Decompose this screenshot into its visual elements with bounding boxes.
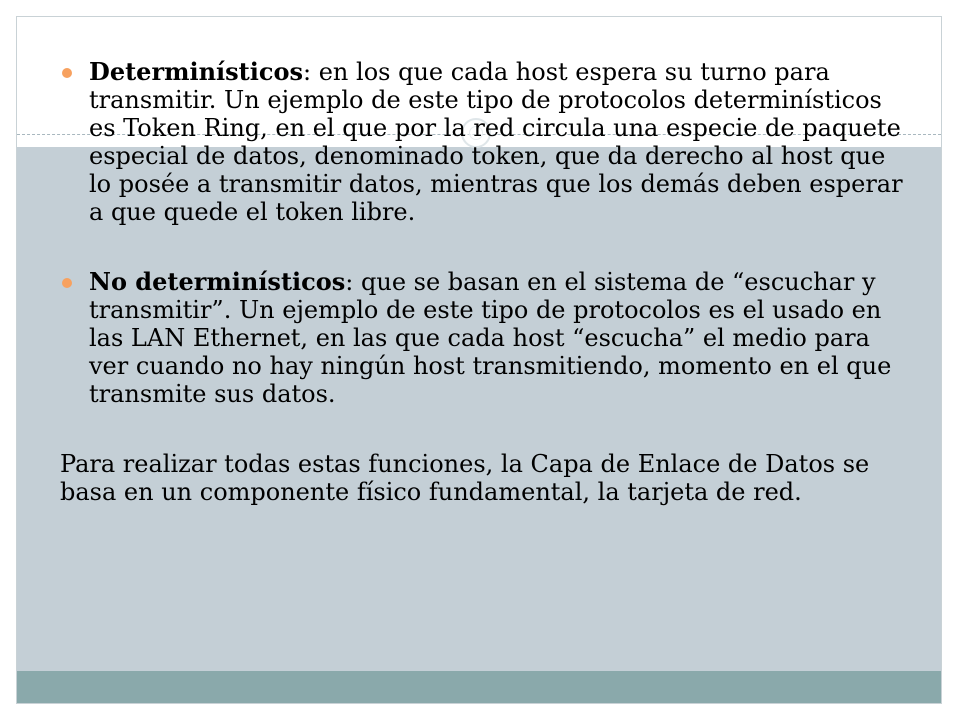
bullet-deterministic [60, 58, 915, 226]
closing-paragraph: Para realizar todas estas funciones, la Capa de Enlace de Datos se basa en un componente físico fundamental, la tarjeta de red. [60, 450, 870, 506]
bullet-term: No determinísticos [89, 267, 346, 296]
bullet-text: : en los que cada host espera su turno para transmitir. Un ejemplo de este tipo de protocolos determinísticos es Token Ring, en el que por la red circula una especie de paquete especial de datos, denominado token, que da derecho al host que lo posée a transmitir datos, mientras que los demás deben esperar a que quede el token libre. [89, 58, 903, 226]
slide-content [60, 58, 915, 506]
bullet-term: Determinísticos [89, 57, 304, 86]
bullet-dot-icon [62, 68, 72, 78]
bullet-text: : que se basan en el sistema de “escuchar y transmitir”. Un ejemplo de este tipo de protocolos es el usado en las LAN Ethernet, en las que cada host “escucha” el medio para ver cuando no hay ningún host transmitiendo, momento en el que transmite sus datos. [89, 268, 892, 408]
bullet-non-deterministic [60, 268, 915, 408]
bullet-dot-icon [62, 278, 72, 288]
footer-band [17, 671, 941, 704]
